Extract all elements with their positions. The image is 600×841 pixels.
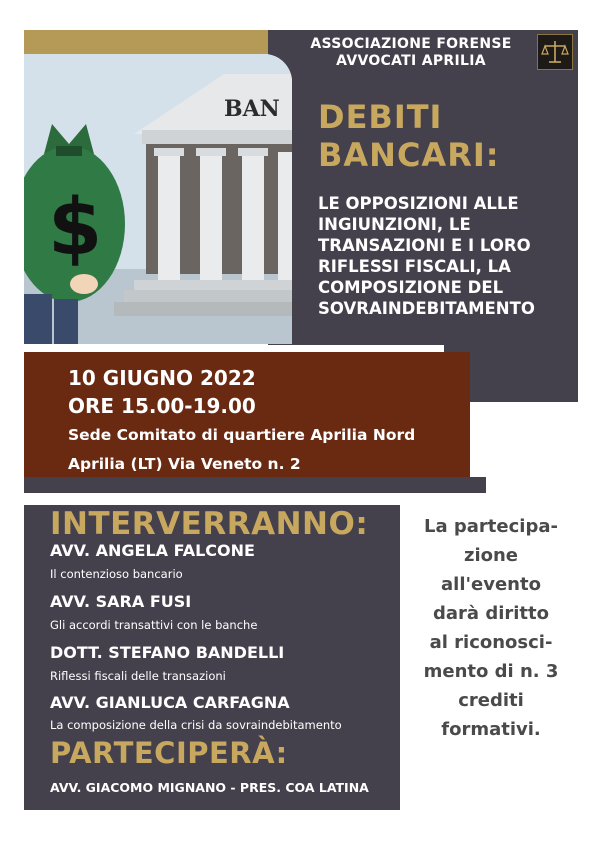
speaker-topic: Il contenzioso bancario: [50, 567, 183, 581]
band-shadow: [24, 477, 486, 493]
bank-building-icon: [24, 54, 292, 344]
scales-logo-icon: [537, 34, 573, 70]
note-line: formativi.: [441, 719, 541, 740]
page-title: [318, 98, 500, 174]
speaker-name: AVV. SARA FUSI: [50, 592, 192, 611]
association-line-2: AVVOCATI APRILIA: [336, 53, 486, 69]
participant-name: AVV. GIACOMO MIGNANO - PRES. COA LATINA: [50, 780, 369, 795]
bank-sign: BAN: [224, 96, 280, 122]
event-time: ORE 15.00-19.00: [68, 394, 256, 418]
note-line: all'evento: [441, 574, 541, 595]
page-subtitle: LE OPPOSIZIONI ALLE INGIUNZIONI, LE TRANSAZIONI E I LORO RIFLESSI FISCALI, LA COMPOSIZIONE DEL SOVRAINDEBITAMENTO: [318, 194, 535, 318]
speaker-name: DOTT. STEFANO BANDELLI: [50, 643, 285, 662]
participant-heading: PARTECIPERÀ:: [50, 736, 288, 770]
note-line: darà diritto: [433, 603, 549, 624]
speaker-topic: Gli accordi transattivi con le banche: [50, 618, 258, 632]
note-line: zione: [463, 545, 519, 566]
title-line-2: BANCARI:: [318, 136, 500, 174]
association-name: [286, 36, 536, 70]
association-line-1: ASSOCIAZIONE FORENSE: [310, 36, 512, 52]
bank-illustration: [24, 54, 292, 344]
event-venue-line-2: Aprilia (LT) Via Veneto n. 2: [68, 455, 301, 473]
note-line: al riconosci-: [429, 632, 553, 653]
title-line-1: DEBITI: [318, 98, 443, 136]
note-line: crediti: [458, 690, 524, 711]
gold-accent-bar: [24, 30, 274, 54]
speakers-heading: INTERVERRANNO:: [50, 506, 369, 542]
svg-text:$: $: [48, 183, 103, 273]
speaker-name: AVV. GIANLUCA CARFAGNA: [50, 693, 290, 712]
note-line: La partecipa-: [424, 516, 558, 537]
speaker-topic: La composizione della crisi da sovraindebitamento: [50, 718, 342, 732]
speaker-name: AVV. ANGELA FALCONE: [50, 541, 255, 560]
speaker-topic: Riflessi fiscali delle transazioni: [50, 669, 226, 683]
note-line: mento di n. 3: [423, 661, 559, 682]
event-date: 10 GIUGNO 2022: [68, 366, 256, 390]
credits-note: [406, 512, 576, 744]
event-venue-line-1: Sede Comitato di quartiere Aprilia Nord: [68, 426, 416, 444]
